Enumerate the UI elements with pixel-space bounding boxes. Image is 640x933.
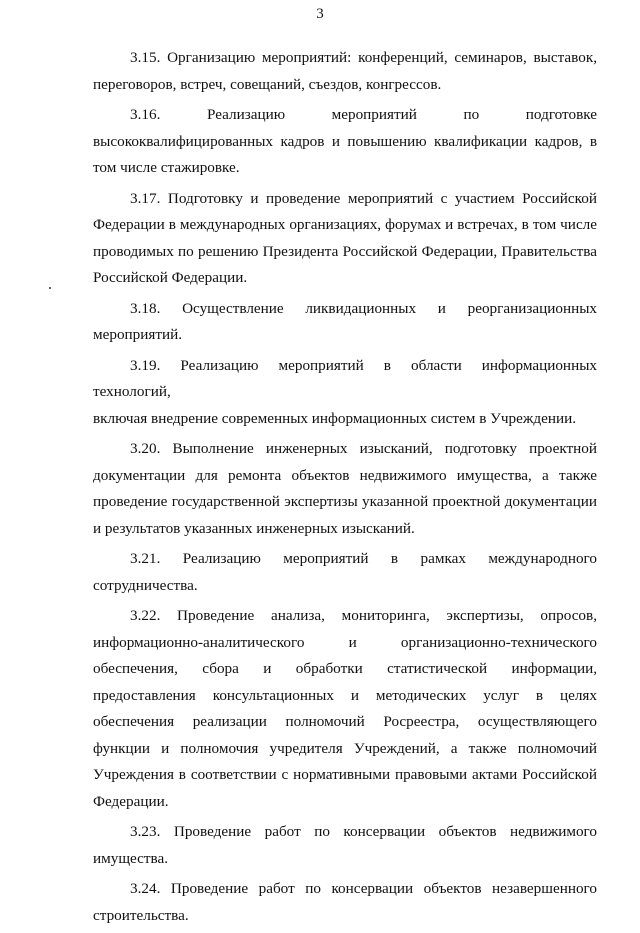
paragraph-first-line: 3.23. Проведение работ по консервации объектов недвижимого [130,823,597,840]
document-body [93,45,597,933]
paragraph-continuation: Федерации в международных организациях, форумах и встречах, в том числе проводимых по решению Президента Российской Федерации, Правительства Российской Федерации. [93,216,597,286]
paragraph-first-line: 3.16. Реализацию мероприятий по подготовке [130,106,597,123]
paragraph-continuation: высококвалифицированных кадров и повышению квалификации кадров, в том числе стажировке. [93,132,597,176]
paragraph-continuation: включая внедрение современных информационных систем в Учреждении. [93,409,577,427]
paragraph-first-line: 3.22. Проведение анализа, мониторинга, экспертизы, опросов, [130,607,597,624]
paragraph-continuation: информационно-аналитического и организационно-технического обеспечения, сбора и обработки статистической информации, предоставления консультационных и методических услуг в целях обеспечения реализации полномочий Росреестра, осуществляющего функции и полномочия учредителя Учреждений, а также полномочий Учреждения в соответствии с нормативными правовыми актами Российской Федерации. [93,633,597,810]
paragraph-continuation: сотрудничества. [93,576,198,594]
paragraph-continuation: переговоров, встреч, совещаний, съездов, конгрессов. [93,75,442,93]
paragraph-3-19 [93,353,597,433]
paragraph-first-line: 3.20. Выполнение инженерных изысканий, подготовку проектной [130,440,597,457]
paragraph-3-23 [93,819,597,872]
page-number: 3 [316,6,324,22]
paragraph-first-line: 3.21. Реализацию мероприятий в рамках международного [130,550,597,567]
paragraph-continuation: строительства. [93,906,189,924]
paragraph-3-20 [93,436,597,542]
scan-speck [49,287,51,289]
paragraph-3-18 [93,296,597,349]
paragraph-continuation: имущества. [93,849,169,867]
paragraph-first-line: 3.15. Организацию мероприятий: конференций, семинаров, выставок, [130,49,597,66]
paragraph-first-line: 3.18. Осуществление ликвидационных и реорганизационных [130,299,597,317]
paragraph-first-line: 3.24. Проведение работ по консервации объектов незавершенного [130,880,597,897]
paragraph-first-line: 3.19. Реализацию мероприятий в области информационных технологий, [93,356,597,400]
paragraph-3-21 [93,546,597,599]
paragraph-first-line: 3.17. Подготовку и проведение мероприятий с участием Российской [130,189,597,207]
paragraph-3-24 [93,876,597,929]
paragraph-3-22 [93,603,597,815]
paragraph-3-15 [93,45,597,98]
paragraph-continuation: мероприятий. [93,326,183,343]
paragraph-continuation: документации для ремонта объектов недвижимого имущества, а также проведение государственной экспертизы указанной проектной документации и результатов указанных инженерных изысканий. [93,466,597,537]
paragraph-3-16 [93,102,597,182]
paragraph-3-17 [93,186,597,292]
